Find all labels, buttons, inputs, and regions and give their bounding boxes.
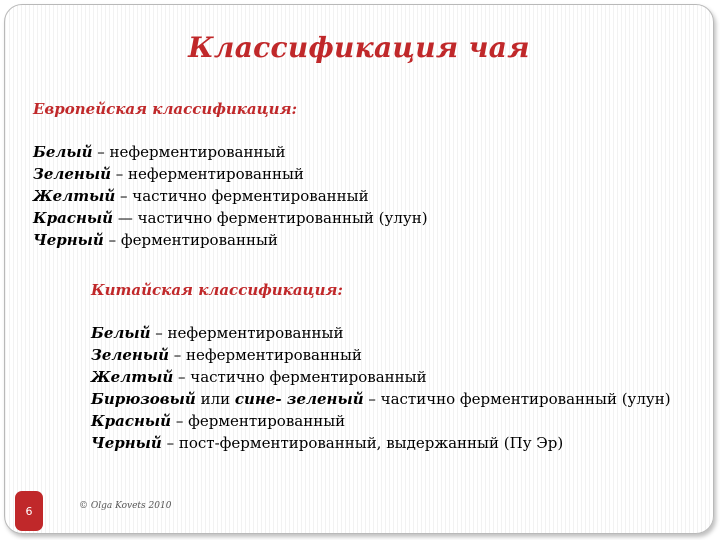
european-heading: Европейская классификация: — [33, 100, 298, 118]
tea-description: – неферментированный — [92, 143, 286, 161]
copyright-text: © Olga Kovets 2010 — [79, 501, 172, 511]
tea-term: Зеленый — [33, 165, 111, 183]
tea-description: – неферментированный — [111, 165, 304, 183]
chinese-heading: Китайская классификация: — [91, 281, 343, 299]
tea-term: Желтый — [33, 187, 116, 205]
tea-term: Бирюзовый — [91, 390, 196, 408]
list-item — [33, 229, 428, 251]
tea-term: Белый — [91, 324, 151, 342]
page-number-badge: 6 — [15, 491, 43, 531]
list-item — [91, 410, 671, 432]
slide-title: Классификация чая — [188, 31, 530, 64]
list-item — [91, 366, 671, 388]
tea-term: Черный — [91, 434, 162, 452]
tea-description: – пост-ферментированный, выдержанный (Пу Эр) — [161, 434, 564, 452]
list-item — [33, 141, 428, 163]
tea-term: Зеленый — [91, 346, 169, 364]
tea-description: – частично ферментированный (улун) — [363, 390, 671, 408]
tea-term: Черный — [33, 231, 104, 249]
european-list — [33, 141, 428, 251]
list-item — [91, 322, 671, 344]
slide — [4, 4, 714, 534]
list-item — [33, 185, 428, 207]
tea-term: Желтый — [91, 368, 174, 386]
tea-term: Красный — [33, 209, 114, 227]
list-item — [91, 432, 671, 454]
conjunction: или — [195, 390, 235, 408]
chinese-list — [91, 322, 671, 454]
tea-description: – частично ферментированный — [115, 187, 369, 205]
tea-description: – ферментированный — [171, 412, 346, 430]
tea-description: – ферментированный — [103, 231, 278, 249]
list-item — [91, 388, 671, 410]
tea-description: – неферментированный — [169, 346, 362, 364]
list-item — [33, 207, 428, 229]
tea-term: Красный — [91, 412, 172, 430]
tea-term: Белый — [33, 143, 93, 161]
list-item — [91, 344, 671, 366]
tea-description: – частично ферментированный — [173, 368, 427, 386]
tea-term-alt: сине- зеленый — [234, 390, 364, 408]
tea-description: — частично ферментированный (улун) — [113, 209, 428, 227]
list-item — [33, 163, 428, 185]
tea-description: – неферментированный — [150, 324, 344, 342]
